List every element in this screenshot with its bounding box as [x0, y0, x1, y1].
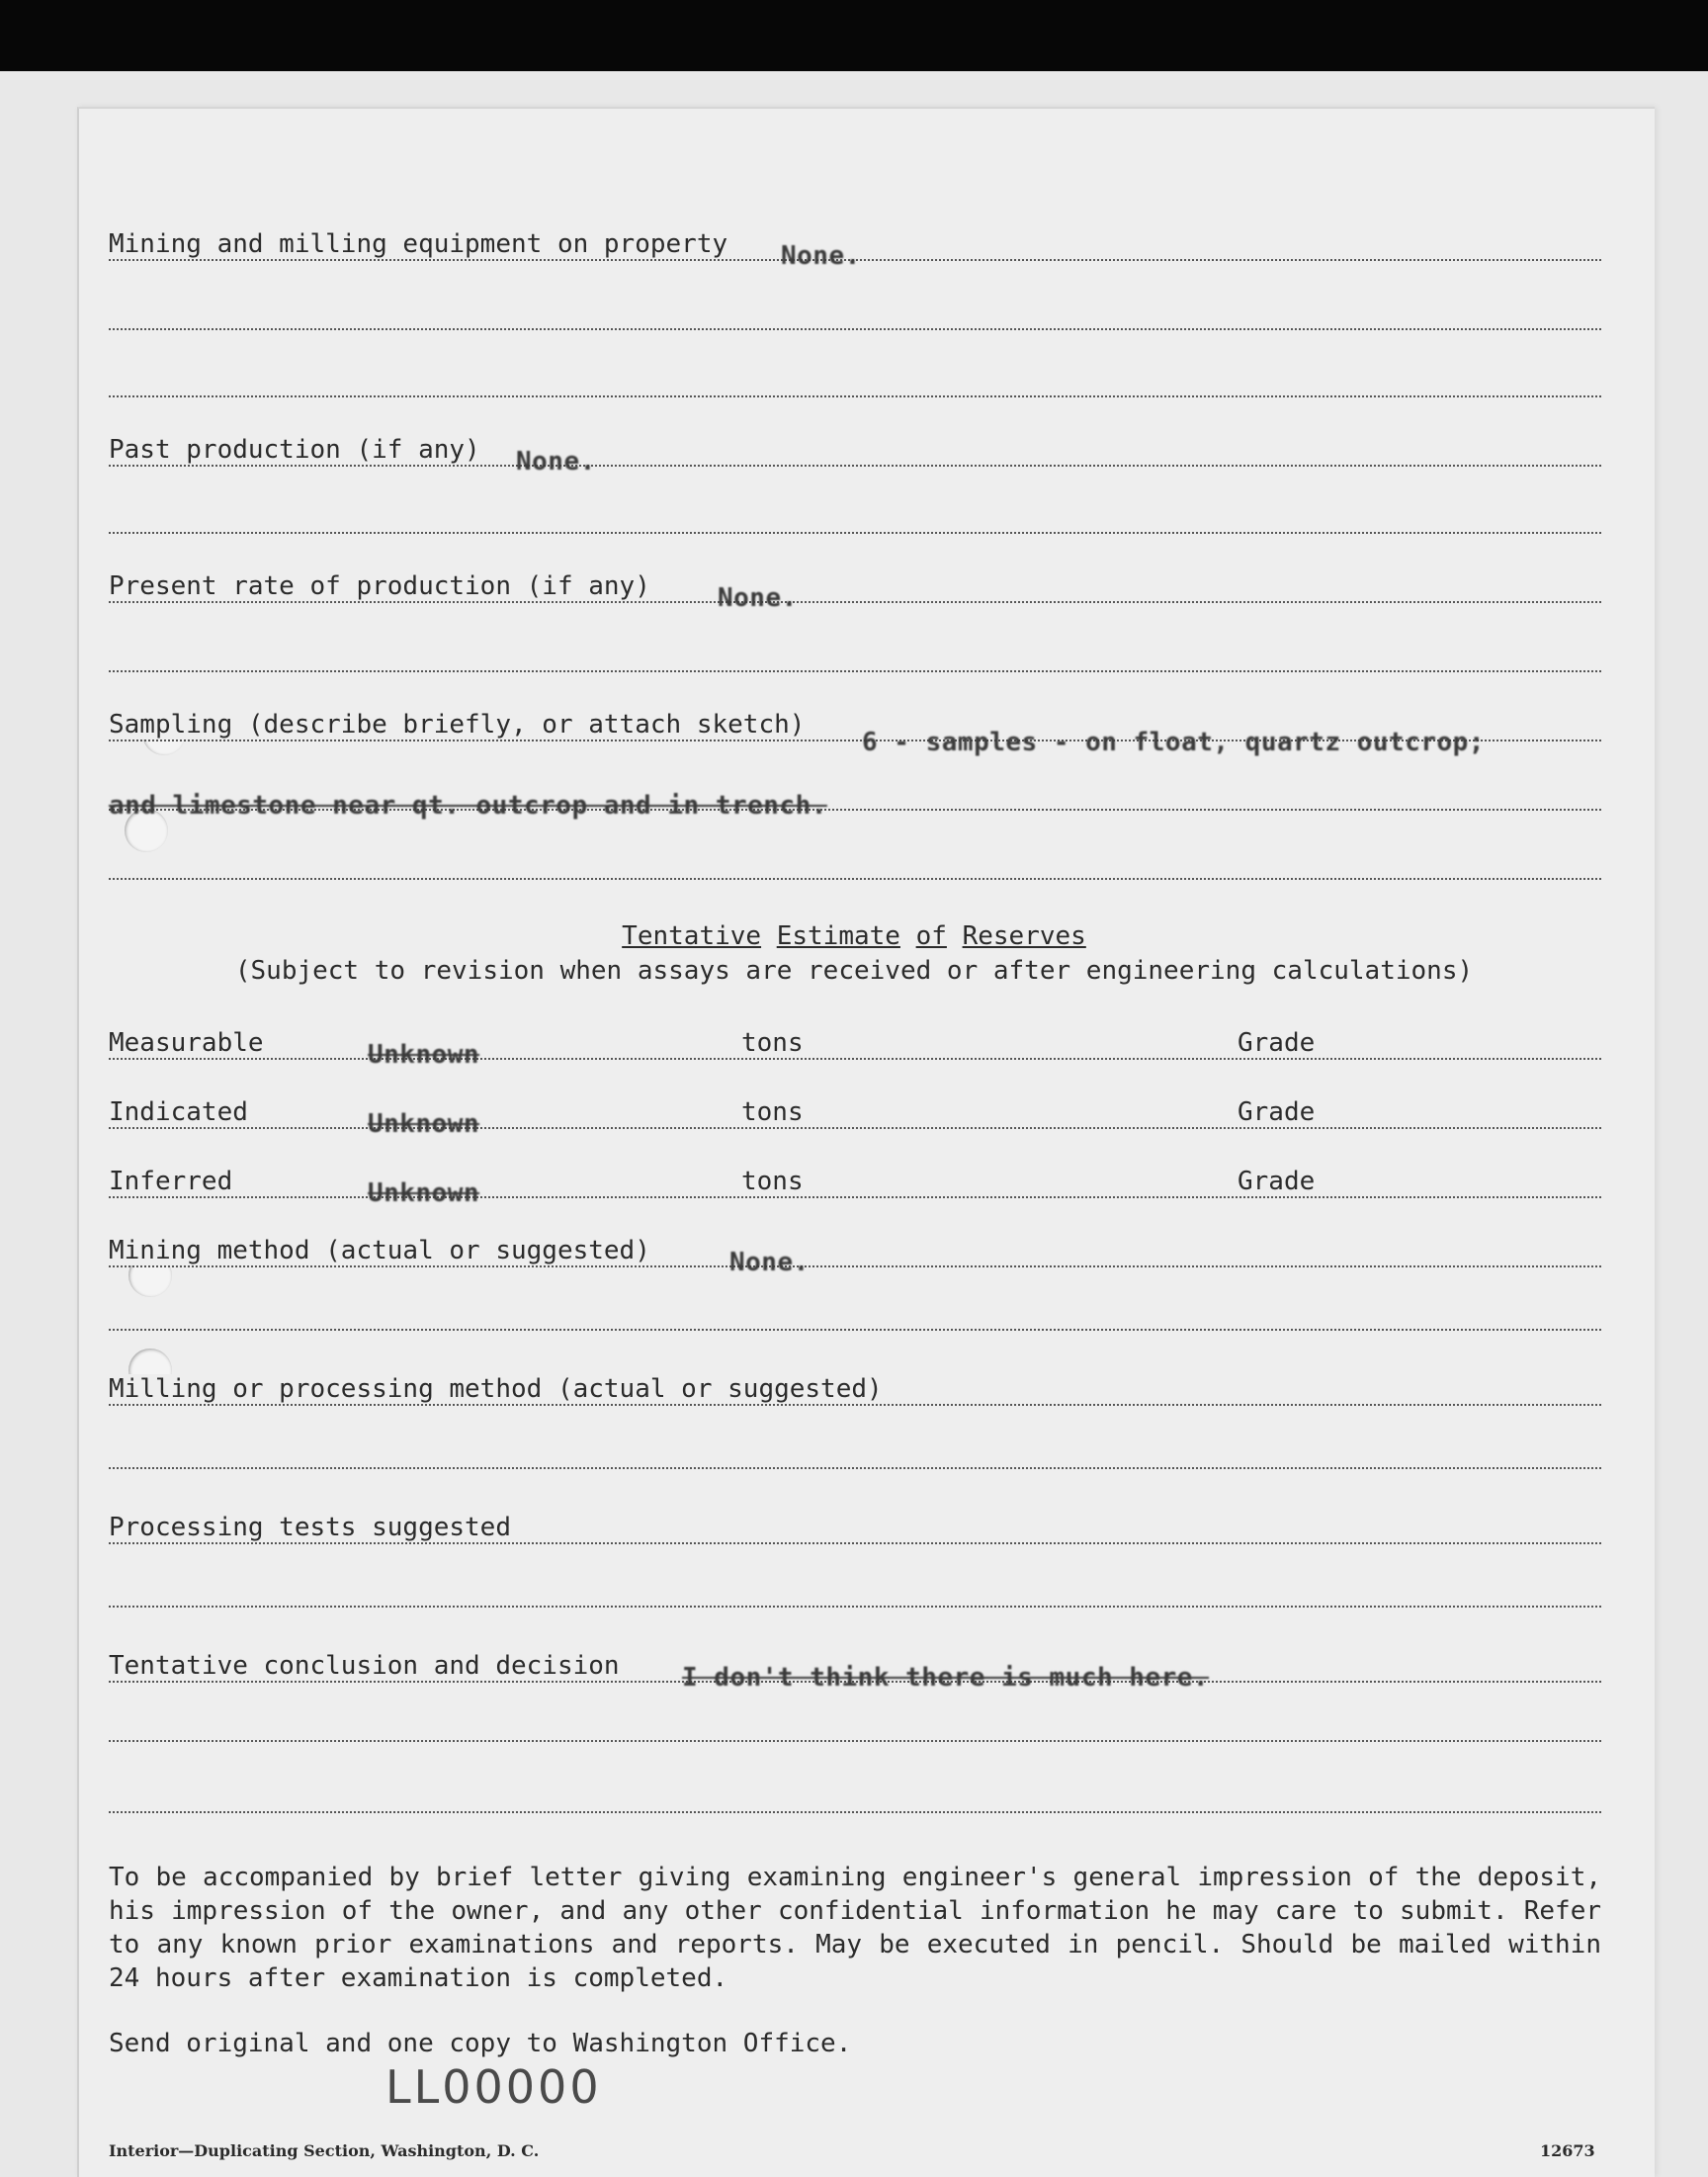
- typed-answer: and limestone near qt. outcrop and in trench.: [109, 791, 827, 821]
- typed-answer: None.: [516, 447, 596, 477]
- past-production-row: [109, 429, 1601, 477]
- scan-top-border: [0, 0, 1708, 71]
- blank-line: [109, 530, 1601, 534]
- grade-label: Grade: [1238, 1028, 1316, 1058]
- sampling-row: [109, 704, 1601, 757]
- blank-line: [109, 393, 1601, 397]
- fill-line: [109, 465, 1601, 467]
- field-label: Present rate of production (if any): [109, 571, 650, 601]
- blank-line: [109, 326, 1601, 330]
- blank-line: [109, 1738, 1601, 1742]
- serial-stamp: LL00000: [385, 2060, 602, 2114]
- reserve-label: Measurable: [109, 1028, 264, 1058]
- blank-line: [109, 1604, 1601, 1608]
- grade-label: Grade: [1238, 1097, 1316, 1127]
- fill-line: [109, 1542, 1601, 1544]
- reserve-label: Inferred: [109, 1167, 233, 1196]
- send-note: Send original and one copy to Washington Office.: [109, 2029, 852, 2058]
- form-number: 12673: [1540, 2141, 1595, 2160]
- field-label: Sampling (describe briefly, or attach sketch): [109, 710, 806, 740]
- tons-label: tons: [741, 1097, 804, 1127]
- reserves-title: [0, 921, 1708, 951]
- blank-line: [109, 876, 1601, 880]
- fill-line: [109, 1196, 1601, 1198]
- reserve-row-inferred: [109, 1161, 1601, 1208]
- tons-label: tons: [741, 1028, 804, 1058]
- title-word: Estimate: [776, 921, 900, 951]
- typed-answer: None.: [729, 1248, 810, 1277]
- reserve-value: Unknown: [368, 1178, 480, 1208]
- sampling-continuation-row: [109, 773, 1601, 821]
- milling-method-row: [109, 1368, 1601, 1408]
- tons-label: tons: [741, 1167, 804, 1196]
- grade-label: Grade: [1238, 1167, 1316, 1196]
- reserve-value: Unknown: [368, 1040, 480, 1070]
- instructions-paragraph: To be accompanied by brief letter giving examining engineer's general impression of the deposit, his impression of the owner, and any other confidential information he may care to submit. Refer to any known prior examinations and reports. May be executed in pencil. Should be mailed within 24 hours after examination is completed.: [109, 1863, 1601, 1993]
- typed-answer: I don't think there is much here.: [682, 1663, 1210, 1693]
- reserve-value: Unknown: [368, 1109, 480, 1139]
- field-label: Mining and milling equipment on property: [109, 229, 728, 259]
- mining-equipment-row: [109, 223, 1601, 271]
- blank-line: [109, 1465, 1601, 1469]
- field-label: Mining method (actual or suggested): [109, 1236, 650, 1265]
- title-word: Reserves: [962, 921, 1086, 951]
- fill-line: [109, 1058, 1601, 1060]
- field-label: Milling or processing method (actual or suggested): [109, 1374, 883, 1404]
- reserves-subtitle: (Subject to revision when assays are received or after engineering calculations): [234, 956, 1474, 986]
- mining-method-row: [109, 1230, 1601, 1277]
- field-label: Processing tests suggested: [109, 1513, 511, 1542]
- blank-line: [109, 1809, 1601, 1813]
- title-word: Tentative: [622, 921, 762, 951]
- typed-answer: None.: [781, 241, 861, 271]
- reserve-label: Indicated: [109, 1097, 248, 1127]
- fill-line: [109, 1127, 1601, 1129]
- blank-line: [109, 668, 1601, 672]
- blank-line: [109, 1327, 1601, 1331]
- typed-answer: 6 - samples - on float, quartz outcrop;: [862, 728, 1485, 757]
- reserve-row-indicated: [109, 1091, 1601, 1139]
- fill-line: [109, 1404, 1601, 1406]
- printer-footer: Interior—Duplicating Section, Washington, D. C.: [109, 2141, 540, 2160]
- conclusion-row: [109, 1645, 1601, 1693]
- present-rate-row: [109, 566, 1601, 613]
- title-word: of: [915, 921, 947, 951]
- field-label: Past production (if any): [109, 435, 480, 465]
- typed-answer: None.: [718, 583, 798, 613]
- fill-line: [109, 1265, 1601, 1267]
- field-label: Tentative conclusion and decision: [109, 1651, 620, 1681]
- processing-tests-row: [109, 1507, 1601, 1546]
- reserve-row-measurable: [109, 1022, 1601, 1070]
- fill-line: [109, 601, 1601, 603]
